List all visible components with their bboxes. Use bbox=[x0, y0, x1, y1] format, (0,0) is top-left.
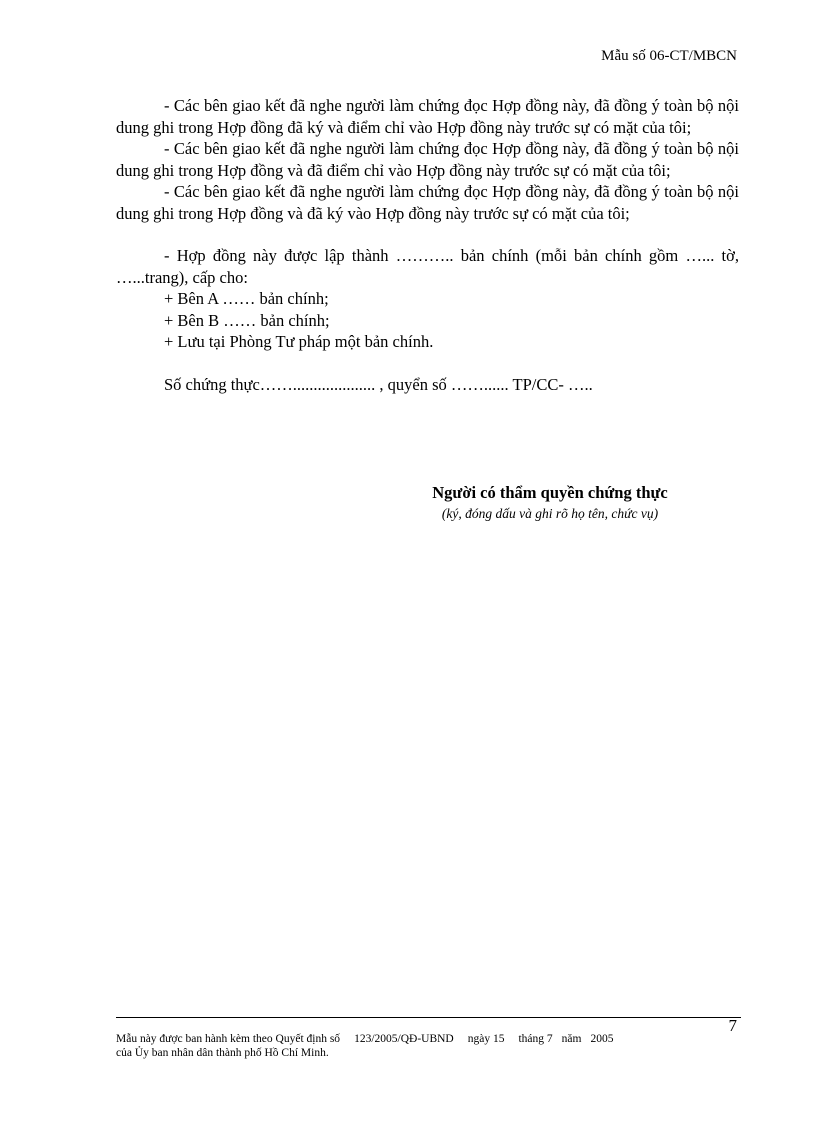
witness-paragraph-1: - Các bên giao kết đã nghe người làm chứng đọc Hợp đồng này, đã đồng ý toàn bộ nội dung ghi trong Hợp đồng đã ký và điểm chỉ vào Hợp đồng này trước sự có mặt của tôi; bbox=[116, 96, 739, 137]
witness-paragraph-3: - Các bên giao kết đã nghe người làm chứng đọc Hợp đồng này, đã đồng ý toàn bộ nội dung ghi trong Hợp đồng và đã ký vào Hợp đồng này trước sự có mặt của tôi; bbox=[116, 182, 739, 223]
signature-title: Người có thẩm quyền chứng thực bbox=[432, 483, 668, 502]
spacer bbox=[116, 224, 739, 245]
signature-block bbox=[395, 482, 705, 524]
footer-line-2: của Ủy ban nhân dân thành phố Hồ Chí Minh. bbox=[116, 1047, 329, 1059]
footer-line-1 bbox=[116, 1032, 716, 1046]
form-code: Mẫu số 06-CT/MBCN bbox=[601, 48, 737, 64]
page-number: 7 bbox=[728, 1016, 737, 1035]
distribution-party-b: + Bên B …… bản chính; bbox=[164, 310, 330, 330]
certification-line: Số chứng thực…….................... , quyển số ……...... TP/CC- ….. bbox=[164, 374, 593, 394]
footer-day: ngày 15 bbox=[467, 1033, 505, 1045]
footer-note bbox=[116, 1032, 716, 1060]
footer-decision-label: Mẫu này được ban hành kèm theo Quyết định số bbox=[116, 1033, 341, 1045]
distribution-party-a: + Bên A …… bản chính; bbox=[164, 289, 329, 308]
footer-year-label: năm bbox=[561, 1033, 582, 1045]
footer-divider bbox=[116, 1017, 741, 1018]
footer-year: 2005 bbox=[590, 1033, 614, 1045]
spacer bbox=[116, 353, 739, 374]
signature-note: (ký, đóng dấu và ghi rõ họ tên, chức vụ) bbox=[441, 506, 659, 521]
witness-paragraph-2: - Các bên giao kết đã nghe người làm chứng đọc Hợp đồng này, đã đồng ý toàn bộ nội dung ghi trong Hợp đồng và đã điểm chỉ vào Hợp đồng này trước sự có mặt của tôi; bbox=[116, 139, 739, 180]
copies-paragraph: - Hợp đồng này được lập thành ……….. bản chính (mỗi bản chính gồm …... tờ, …...trang), cấp cho: bbox=[116, 246, 739, 287]
distribution-archive: + Lưu tại Phòng Tư pháp một bản chính. bbox=[164, 332, 434, 351]
document-body bbox=[116, 95, 739, 395]
footer-decision-number: 123/2005/QĐ-UBND bbox=[354, 1033, 454, 1045]
footer-month: tháng 7 bbox=[518, 1033, 553, 1045]
